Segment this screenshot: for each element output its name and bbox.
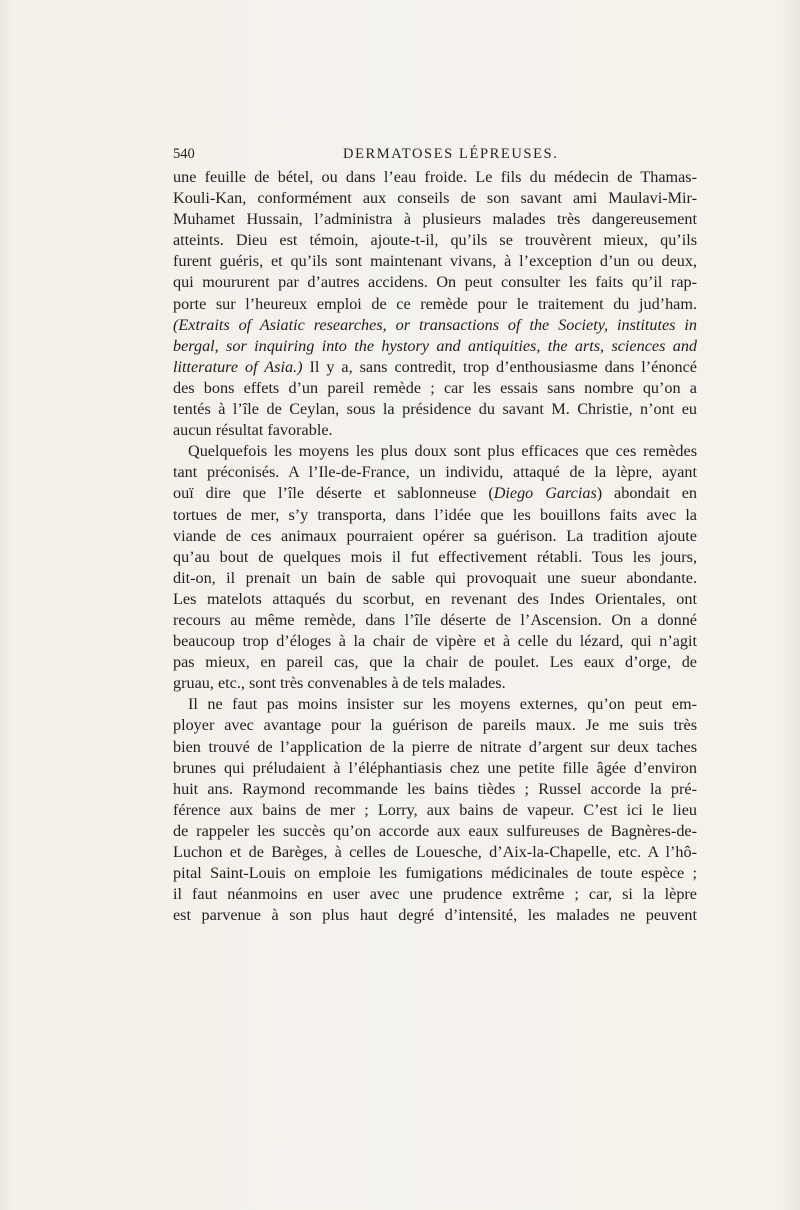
body-text [173,167,697,926]
text-line: pas mieux, en pareil cas, que la chair de poulet. Les eaux d’orge, de [173,653,697,672]
text-line: Luchon et de Barèges, à celles de Louesche, d’Aix-la-Chapelle, etc. A l’hô- [173,843,697,861]
text-line: bien trouvé de l’application de la pierre de nitrate d’argent sur deux taches [173,737,697,756]
text-line: recours au même remède, dans l’île déserte de l’Ascension. On a donné [173,610,697,629]
text-line-citation: bergal, sor inquiring into the hystory and antiquities, the arts, sciences and [173,336,697,355]
paragraph-start-line: Quelquefois les moyens les plus doux sont plus efficaces que ces remèdes [188,442,697,461]
text-line: furent guéris, et qu’ils sont maintenant vivans, à l’exception d’un ou deux, [173,252,697,271]
text-line-mixed [173,357,697,378]
text-line: il faut néanmoins en user avec une prudence extrême ; car, si la lèpre [173,885,697,904]
text-line: tentés à l’île de Ceylan, sous la présidence du savant M. Christie, n’ont eu [173,400,697,419]
text-line-mixed [173,483,697,504]
text-line: des bons effets d’un pareil remède ; car les essais sans nombre qu’on a [173,378,697,397]
running-title: DERMATOSES LÉPREUSES. [343,146,559,162]
text-line: qu’au bout de quelques mois il fut effectivement rétabli. Tous les jours, [173,547,697,566]
text-line: Kouli-Kan, conformément aux conseils de son savant ami Maulavi-Mir- [173,189,697,208]
text-line: huit ans. Raymond recommande les bains tièdes ; Russel accorde la pré- [173,779,697,798]
text-line: pital Saint-Louis on emploie les fumigations médicinales de toute espèce ; [173,864,697,883]
text-line: une feuille de bétel, ou dans l’eau froide. Le fils du médecin de Thamas- [173,168,697,186]
text-line: Les matelots attaqués du scorbut, en revenant des Indes Orientales, ont [173,589,697,608]
text-line: tortues de mer, s’y transporta, dans l’idée que les bouillons faits avec la [173,505,697,524]
running-head [173,146,697,166]
text-fragment: Il y a, sans contredit, trop d’enthousiasme dans l’énoncé [302,357,697,376]
text-fragment: ) abondait en [596,484,697,503]
text-line: Muhamet Hussain, l’administra à plusieurs malades très dangereusement [173,210,697,229]
text-line: est parvenue à son plus haut degré d’intensité, les malades ne peuvent [173,906,697,925]
text-line: dit-on, il prenait un bain de sable qui provoquait une sueur abondante. [173,568,697,587]
text-line: qui moururent par d’autres accidens. On peut consulter les faits qu’il rap- [173,273,697,292]
page-number: 540 [173,146,195,162]
text-line: porte sur l’heureux emploi de ce remède pour le traitement du jud’ham. [173,294,697,313]
citation-end: litterature of Asia.) [173,357,303,376]
text-fragment: ouï dire que l’île déserte et sablonneuse ( [173,484,494,503]
text-line: viande de ces animaux pourraient opérer sa guérison. La tradition ajoute [173,526,697,545]
paragraph-start-line: Il ne faut pas moins insister sur les moyens externes, qu’on peut em- [188,695,697,714]
text-line: atteints. Dieu est témoin, ajoute-t-il, qu’ils se trouvèrent mieux, qu’ils [173,231,697,250]
paragraph-end-line: aucun résultat favorable. [173,421,333,440]
text-line-citation: (Extraits of Asiatic researches, or transactions of the Society, institutes in [173,315,697,334]
place-name: Diego Garcias [493,484,597,503]
text-line: férence aux bains de mer ; Lorry, aux bains de vapeur. C’est ici le lieu [173,800,697,819]
text-line: ployer avec avantage pour la guérison de pareils maux. Je me suis très [173,716,697,735]
text-line: brunes qui préludaient à l’éléphantiasis chez une petite fille âgée d’environ [173,758,697,777]
text-line: beaucoup trop d’éloges à la chair de vipère et à celle du lézard, qui n’agit [173,632,697,651]
paragraph-end-line: gruau, etc., sont très convenables à de tels malades. [173,674,506,693]
text-line: de rappeler les succès qu’on accorde aux eaux sulfureuses de Bagnères-de- [173,821,697,840]
text-line: tant préconisés. A l’Ile-de-France, un individu, attaqué de la lèpre, ayant [173,463,697,482]
